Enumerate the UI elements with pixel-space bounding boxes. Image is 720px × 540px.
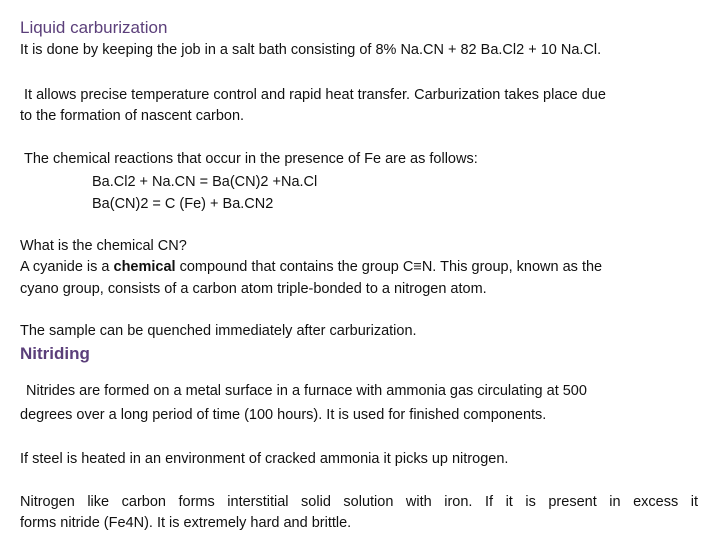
section-title-liquid-carburization: Liquid carburization	[20, 18, 168, 37]
cn-question: What is the chemical CN?	[20, 238, 187, 254]
reaction-equation-1: Ba.Cl2 + Na.CN = Ba(CN)2 +Na.Cl	[92, 174, 318, 190]
advantages-line-2: to the formation of nascent carbon.	[20, 108, 245, 124]
section-title-nitriding: Nitriding	[20, 344, 90, 363]
reaction-equation-2: Ba(CN)2 = C (Fe) + Ba.CN2	[92, 196, 274, 212]
quench-text: The sample can be quenched immediately after carburization.	[20, 323, 417, 339]
cn-answer-post: compound that contains the group C≡N. This group, known as the	[175, 259, 603, 275]
reactions-intro: The chemical reactions that occur in the presence of Fe are as follows:	[24, 151, 478, 167]
interstitial-line-2: forms nitride (Fe4N). It is extremely hard and brittle.	[20, 515, 352, 531]
cn-answer-pre: A cyanide is a	[20, 259, 114, 275]
cn-answer-line-2: cyano group, consists of a carbon atom triple-bonded to a nitrogen atom.	[20, 281, 487, 297]
advantages-line-1: It allows precise temperature control and rapid heat transfer. Carburization takes place due	[24, 87, 606, 103]
interstitial-line-1: Nitrogen like carbon forms interstitial solid solution with iron. If it is present in excess it	[20, 494, 698, 510]
nitriding-line-2: degrees over a long period of time (100 hours). It is used for finished components.	[20, 407, 547, 423]
bath-composition-text: It is done by keeping the job in a salt bath consisting of 8% Na.CN + 82 Ba.Cl2 + 10 Na.Cl.	[20, 42, 602, 58]
cracked-ammonia-text: If steel is heated in an environment of cracked ammonia it picks up nitrogen.	[20, 451, 509, 467]
nitriding-line-1: Nitrides are formed on a metal surface in a furnace with ammonia gas circulating at 500	[26, 383, 587, 399]
cn-answer-bold: chemical	[113, 259, 176, 275]
cn-answer-line-1	[20, 257, 602, 277]
